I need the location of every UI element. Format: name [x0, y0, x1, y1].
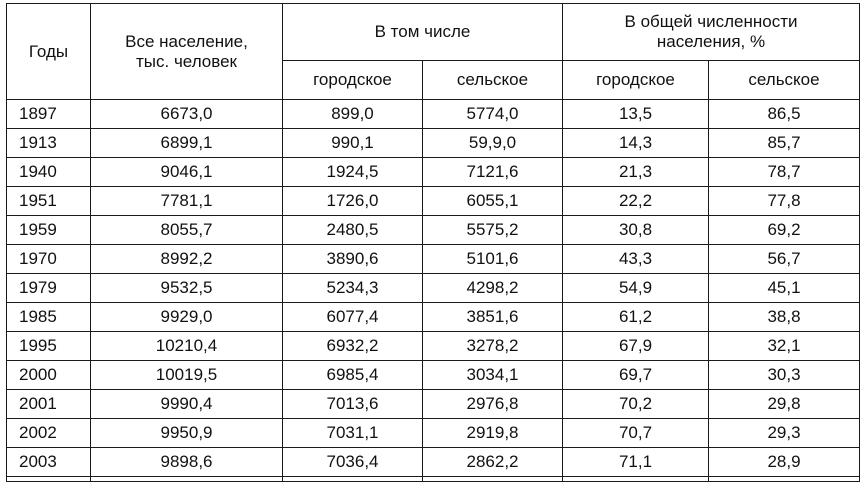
cell-total: 6899,1 — [91, 129, 283, 158]
cell-rural-pct: 30,3 — [709, 361, 860, 390]
cell-rural-pct: 29,3 — [709, 419, 860, 448]
cell-year: 1913 — [7, 129, 91, 158]
cell-urban: 3890,6 — [283, 245, 423, 274]
header-rural-pct: сельское — [709, 61, 860, 100]
cell-rural: 2862,2 — [423, 448, 563, 477]
table-row — [7, 216, 860, 245]
cell-urban-pct: 14,3 — [563, 129, 709, 158]
cell-year: 1995 — [7, 332, 91, 361]
table-body — [7, 100, 860, 482]
cell-urban: 7036,4 — [283, 448, 423, 477]
cell-year: 2001 — [7, 390, 91, 419]
cell-rural: 5101,6 — [423, 245, 563, 274]
header-urban-pct: городское — [563, 61, 709, 100]
cell-urban: 7031,1 — [283, 419, 423, 448]
cell-rural: 5774,0 — [423, 100, 563, 129]
cell-rural: 2976,8 — [423, 390, 563, 419]
cell-year: 1970 — [7, 245, 91, 274]
spacer-cell — [563, 477, 709, 482]
table-header — [7, 4, 860, 100]
cell-total: 8055,7 — [91, 216, 283, 245]
table-row — [7, 332, 860, 361]
spacer-cell — [709, 477, 860, 482]
cell-rural-pct: 85,7 — [709, 129, 860, 158]
cell-total: 10210,4 — [91, 332, 283, 361]
cell-urban-pct: 70,2 — [563, 390, 709, 419]
cell-rural-pct: 78,7 — [709, 158, 860, 187]
cell-total: 9990,4 — [91, 390, 283, 419]
cell-year: 2003 — [7, 448, 91, 477]
cell-rural-pct: 38,8 — [709, 303, 860, 332]
table-row — [7, 187, 860, 216]
cell-year: 2000 — [7, 361, 91, 390]
cell-rural: 3851,6 — [423, 303, 563, 332]
table-row — [7, 448, 860, 477]
cell-total: 10019,5 — [91, 361, 283, 390]
cell-year: 1951 — [7, 187, 91, 216]
cell-total: 9929,0 — [91, 303, 283, 332]
cell-rural-pct: 29,8 — [709, 390, 860, 419]
header-share-line2: населения, % — [656, 32, 766, 51]
table-row — [7, 390, 860, 419]
cell-rural: 5575,2 — [423, 216, 563, 245]
cell-rural: 7121,6 — [423, 158, 563, 187]
cell-total: 9046,1 — [91, 158, 283, 187]
population-table — [6, 3, 860, 482]
table-bottom-spacer — [7, 477, 860, 482]
cell-rural-pct: 45,1 — [709, 274, 860, 303]
spacer-cell — [283, 477, 423, 482]
cell-year: 1897 — [7, 100, 91, 129]
cell-urban-pct: 43,3 — [563, 245, 709, 274]
table-row — [7, 158, 860, 187]
cell-urban: 6077,4 — [283, 303, 423, 332]
cell-urban: 6985,4 — [283, 361, 423, 390]
cell-urban: 5234,3 — [283, 274, 423, 303]
cell-year: 2002 — [7, 419, 91, 448]
table-row — [7, 361, 860, 390]
cell-urban-pct: 71,1 — [563, 448, 709, 477]
cell-rural-pct: 69,2 — [709, 216, 860, 245]
cell-urban-pct: 61,2 — [563, 303, 709, 332]
cell-year: 1940 — [7, 158, 91, 187]
table-row — [7, 129, 860, 158]
cell-total: 9950,9 — [91, 419, 283, 448]
cell-rural: 4298,2 — [423, 274, 563, 303]
header-share-of-population — [563, 4, 860, 61]
table-row — [7, 419, 860, 448]
header-years: Годы — [7, 4, 91, 100]
header-total-population — [91, 4, 283, 100]
cell-total: 9532,5 — [91, 274, 283, 303]
cell-rural: 3034,1 — [423, 361, 563, 390]
cell-year: 1959 — [7, 216, 91, 245]
cell-rural-pct: 28,9 — [709, 448, 860, 477]
cell-urban-pct: 22,2 — [563, 187, 709, 216]
spacer-cell — [7, 477, 91, 482]
header-including: В том числе — [283, 4, 563, 61]
cell-urban-pct: 30,8 — [563, 216, 709, 245]
spacer-cell — [423, 477, 563, 482]
cell-total: 7781,1 — [91, 187, 283, 216]
cell-urban: 2480,5 — [283, 216, 423, 245]
cell-rural-pct: 77,8 — [709, 187, 860, 216]
cell-year: 1979 — [7, 274, 91, 303]
header-total-line1: Все население, — [125, 31, 248, 51]
spacer-cell — [91, 477, 283, 482]
table-row — [7, 274, 860, 303]
header-total-line2: тыс. человек — [136, 51, 237, 71]
cell-rural-pct: 32,1 — [709, 332, 860, 361]
header-share-line1: В общей численности — [624, 12, 798, 32]
cell-total: 8992,2 — [91, 245, 283, 274]
cell-urban-pct: 70,7 — [563, 419, 709, 448]
cell-urban-pct: 13,5 — [563, 100, 709, 129]
cell-urban-pct: 54,9 — [563, 274, 709, 303]
cell-rural: 3278,2 — [423, 332, 563, 361]
cell-urban: 899,0 — [283, 100, 423, 129]
cell-urban: 1726,0 — [283, 187, 423, 216]
cell-urban: 7013,6 — [283, 390, 423, 419]
cell-total: 6673,0 — [91, 100, 283, 129]
cell-urban-pct: 21,3 — [563, 158, 709, 187]
cell-urban-pct: 69,7 — [563, 361, 709, 390]
cell-urban: 1924,5 — [283, 158, 423, 187]
header-urban: городское — [283, 61, 423, 100]
cell-urban: 990,1 — [283, 129, 423, 158]
cell-rural-pct: 86,5 — [709, 100, 860, 129]
cell-year: 1985 — [7, 303, 91, 332]
table-row — [7, 245, 860, 274]
table-row — [7, 303, 860, 332]
cell-urban-pct: 67,9 — [563, 332, 709, 361]
cell-rural: 6055,1 — [423, 187, 563, 216]
cell-total: 9898,6 — [91, 448, 283, 477]
table-row — [7, 100, 860, 129]
cell-rural-pct: 56,7 — [709, 245, 860, 274]
header-rural: сельское — [423, 61, 563, 100]
cell-rural: 2919,8 — [423, 419, 563, 448]
cell-urban: 6932,2 — [283, 332, 423, 361]
cell-rural: 59,9,0 — [423, 129, 563, 158]
